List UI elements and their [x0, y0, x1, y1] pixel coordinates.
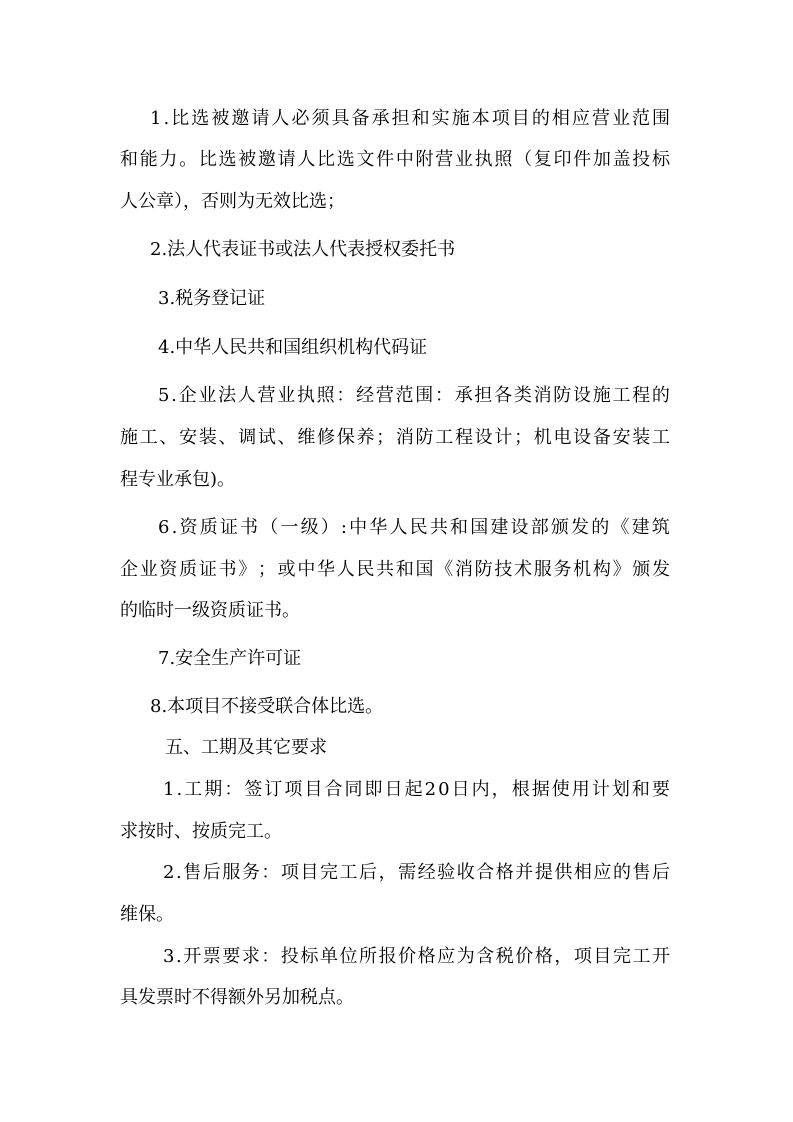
- requirement-line: 2 . 售 后 服 务 ： 项 目 完 工 后 ， 需 经 验 收 合 格 并 提 供 相 应 的 售 后: [163, 862, 670, 883]
- requirement-line: 求按时、按质完工。: [120, 821, 282, 842]
- list-item-line: 6 . 资 质 证 书 （ 一 级 ） : 中 华 人 民 共 和 国 建 设 部 颁 发 的 《 建 筑: [158, 517, 670, 538]
- list-item-line: 施 工 、 安 装 、 调 试 、 维 修 保 养 ； 消 防 工 程 设 计 ； 机 电 设 备 安 装 工: [120, 427, 670, 448]
- list-item-line: 的临时一级资质证书。: [120, 600, 300, 621]
- list-item-line: 8.本项目不接受联合体比选。: [150, 696, 384, 717]
- requirement-line: 3 . 开 票 要 求 ： 投 标 单 位 所 报 价 格 应 为 含 税 价 格 ， 项 目 完 工 开: [163, 946, 670, 967]
- list-item-line: 5 . 企 业 法 人 营 业 执 照 ： 经 营 范 围 ： 承 担 各 类 消 防 设 施 工 程 的: [158, 385, 670, 406]
- list-item-line: 7.安全生产许可证: [158, 648, 302, 669]
- list-item-line: 2.法人代表证书或法人代表授权委托书: [150, 239, 456, 260]
- list-item-line: 人公章），否则为无效比选；: [120, 191, 345, 212]
- list-item-line: 和 能 力 。 比 选 被 邀 请 人 比 选 文 件 中 附 营 业 执 照 （ 复 印 件 加 盖 投 标: [120, 149, 670, 170]
- section-heading: 五、工期及其它要求: [165, 737, 327, 758]
- list-item-line: 程专业承包)。: [120, 469, 236, 490]
- requirement-line: 1 . 工 期 ： 签 订 项 目 合 同 即 日 起 2 0 日 内 ， 根 据 使 用 计 划 和 要: [163, 779, 670, 800]
- requirement-line: 维保。: [120, 904, 174, 925]
- requirement-line: 具发票时不得额外另加税点。: [120, 987, 354, 1008]
- list-item-line: 企 业 资 质 证 书 》 ； 或 中 华 人 民 共 和 国 《 消 防 技 术 服 务 机 构 》 颁 发: [120, 559, 670, 580]
- list-item-line: 4.中华人民共和国组织机构代码证: [158, 337, 428, 358]
- list-item-line: 1 . 比 选 被 邀 请 人 必 须 具 备 承 担 和 实 施 本 项 目 的 相 应 营 业 范 围: [150, 108, 670, 129]
- list-item-line: 3.税务登记证: [158, 288, 266, 309]
